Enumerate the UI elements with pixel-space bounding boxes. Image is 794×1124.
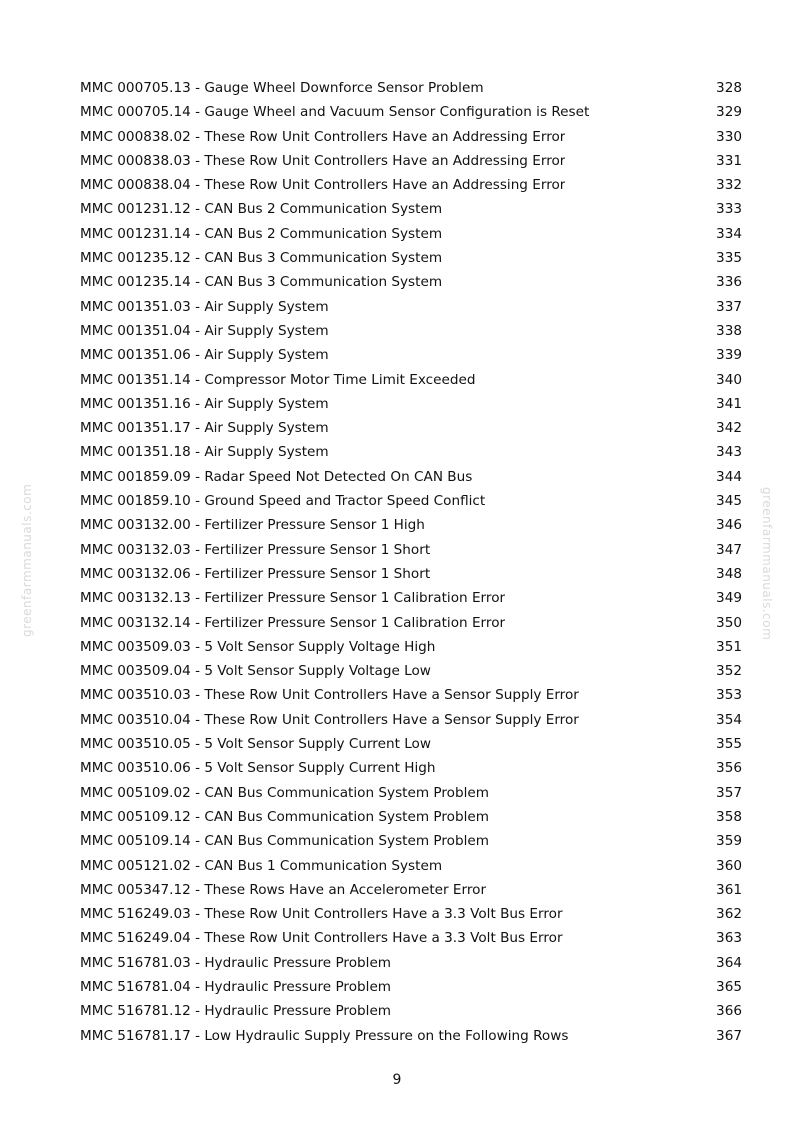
toc-entry[interactable] (80, 295, 742, 319)
toc-entry-title[interactable]: MMC 001235.12 - CAN Bus 3 Communication System (80, 250, 443, 267)
toc-entry-title[interactable]: MMC 001231.14 - CAN Bus 2 Communication System (80, 225, 443, 242)
toc-entry[interactable] (80, 76, 742, 100)
toc-entry-title[interactable]: MMC 003510.06 - 5 Volt Sensor Supply Current High (80, 760, 436, 777)
toc-entry[interactable] (80, 659, 742, 683)
toc-entry-title[interactable]: MMC 001351.14 - Compressor Motor Time Limit Exceeded (80, 371, 476, 388)
toc-entry-page[interactable]: 345 (716, 493, 742, 510)
toc-entry-page[interactable]: 344 (716, 468, 742, 485)
toc-entry[interactable] (80, 854, 742, 878)
toc-entry-page[interactable]: 338 (716, 322, 742, 339)
toc-entry[interactable] (80, 173, 742, 197)
toc-entry[interactable] (80, 343, 742, 367)
toc-entry-page[interactable]: 330 (716, 128, 742, 145)
toc-entry-page[interactable]: 351 (716, 638, 742, 655)
toc-entry-page[interactable]: 334 (716, 225, 742, 242)
toc-entry-title[interactable]: MMC 000838.02 - These Row Unit Controllers Have an Addressing Error (80, 128, 566, 145)
toc-entry-title[interactable]: MMC 003510.03 - These Row Unit Controllers Have a Sensor Supply Error (80, 687, 579, 704)
toc-entry-title[interactable]: MMC 003510.04 - These Row Unit Controllers Have a Sensor Supply Error (80, 711, 579, 728)
toc-entry[interactable] (80, 100, 742, 124)
toc-entry-page[interactable]: 336 (716, 274, 742, 291)
toc-entry[interactable] (80, 805, 742, 829)
toc-entry[interactable] (80, 635, 742, 659)
toc-entry[interactable] (80, 902, 742, 926)
toc-entry-title[interactable]: MMC 001235.14 - CAN Bus 3 Communication System (80, 274, 443, 291)
toc-entry-title[interactable]: MMC 516781.12 - Hydraulic Pressure Problem (80, 1003, 392, 1020)
toc-entry-page[interactable]: 339 (716, 347, 742, 364)
toc-entry-page[interactable]: 349 (716, 590, 742, 607)
toc-entry[interactable] (80, 781, 742, 805)
toc-entry-page[interactable]: 331 (716, 152, 742, 169)
toc-entry-title[interactable]: MMC 001351.06 - Air Supply System (80, 347, 329, 364)
toc-entry-page[interactable]: 347 (716, 541, 742, 558)
toc-entry-page[interactable]: 364 (716, 954, 742, 971)
toc-entry-page[interactable]: 354 (716, 711, 742, 728)
toc-entry[interactable] (80, 999, 742, 1023)
toc-entry-title[interactable]: MMC 001351.04 - Air Supply System (80, 322, 329, 339)
toc-entry[interactable] (80, 392, 742, 416)
toc-entry[interactable] (80, 222, 742, 246)
toc-entry-title[interactable]: MMC 005109.14 - CAN Bus Communication System Problem (80, 833, 490, 850)
toc-entry-title[interactable]: MMC 005347.12 - These Rows Have an Accelerometer Error (80, 881, 487, 898)
toc-entry[interactable] (80, 562, 742, 586)
toc-entry-page[interactable]: 359 (716, 833, 742, 850)
toc-entry-page[interactable]: 343 (716, 444, 742, 461)
toc-entry-page[interactable]: 367 (716, 1027, 742, 1044)
toc-entry[interactable] (80, 246, 742, 270)
toc-entry-title[interactable]: MMC 000705.13 - Gauge Wheel Downforce Sensor Problem (80, 80, 484, 96)
toc-entry-title[interactable]: MMC 003132.00 - Fertilizer Pressure Sensor 1 High (80, 517, 425, 534)
toc-entry-page[interactable]: 366 (716, 1003, 742, 1020)
toc-entry-title[interactable]: MMC 001231.12 - CAN Bus 2 Communication System (80, 201, 443, 218)
toc-entry-title[interactable]: MMC 003132.14 - Fertilizer Pressure Sensor 1 Calibration Error (80, 614, 506, 631)
watermark-left: greenfarmmanuals.com (20, 483, 34, 637)
toc-entry-title[interactable]: MMC 003509.04 - 5 Volt Sensor Supply Voltage Low (80, 663, 431, 680)
toc-entry-title[interactable]: MMC 001351.17 - Air Supply System (80, 420, 329, 437)
toc-entry-title[interactable]: MMC 516249.03 - These Row Unit Controllers Have a 3.3 Volt Bus Error (80, 906, 563, 923)
toc-entry-page[interactable]: 337 (716, 298, 742, 315)
toc-entry-page[interactable]: 329 (716, 104, 742, 121)
toc-entry-title[interactable]: MMC 516781.03 - Hydraulic Pressure Problem (80, 954, 392, 971)
toc-entry-title[interactable]: MMC 001859.09 - Radar Speed Not Detected On CAN Bus (80, 468, 473, 485)
toc-entry-page[interactable]: 353 (716, 687, 742, 704)
toc-entry-title[interactable]: MMC 003132.06 - Fertilizer Pressure Sensor 1 Short (80, 565, 431, 582)
toc-entry-title[interactable]: MMC 000838.04 - These Row Unit Controllers Have an Addressing Error (80, 177, 566, 194)
toc-entry-page[interactable]: 363 (716, 930, 742, 947)
toc-entry-page[interactable]: 355 (716, 736, 742, 753)
toc-entry[interactable] (80, 197, 742, 221)
toc-entry-page[interactable]: 365 (716, 978, 742, 995)
toc-entry-page[interactable]: 352 (716, 663, 742, 680)
toc-entry[interactable] (80, 149, 742, 173)
toc-entry-page[interactable]: 342 (716, 420, 742, 437)
toc-entry-page[interactable]: 356 (716, 760, 742, 777)
toc-entry[interactable] (80, 586, 742, 610)
toc-entry-title[interactable]: MMC 516249.04 - These Row Unit Controllers Have a 3.3 Volt Bus Error (80, 930, 563, 947)
toc-entry[interactable] (80, 270, 742, 294)
toc-entry-page[interactable]: 335 (716, 250, 742, 267)
page-number: 9 (392, 1072, 402, 1088)
toc-entry-page[interactable]: 358 (716, 808, 742, 825)
toc-entry[interactable] (80, 416, 742, 440)
toc-entry-title[interactable]: MMC 001859.10 - Ground Speed and Tractor Speed Conflict (80, 493, 486, 510)
toc-entry-title[interactable]: MMC 000705.14 - Gauge Wheel and Vacuum Sensor Configuration is Reset (80, 104, 590, 121)
toc-entry-page[interactable]: 341 (716, 395, 742, 412)
toc-entry-title[interactable]: MMC 000838.03 - These Row Unit Controllers Have an Addressing Error (80, 152, 566, 169)
toc-entry-page[interactable]: 360 (716, 857, 742, 874)
toc-entry[interactable] (80, 708, 742, 732)
toc-entry[interactable] (80, 926, 742, 950)
watermark-right: greenfarmmanuals.com (760, 487, 774, 641)
toc-entry-page[interactable]: 332 (716, 177, 742, 194)
toc-entry-title[interactable]: MMC 003509.03 - 5 Volt Sensor Supply Voltage High (80, 638, 436, 655)
toc-entry[interactable] (80, 319, 742, 343)
toc-entry[interactable] (80, 489, 742, 513)
toc-entry-page[interactable]: 340 (716, 371, 742, 388)
toc-entry-title[interactable]: MMC 003132.03 - Fertilizer Pressure Sensor 1 Short (80, 541, 431, 558)
toc-entry[interactable] (80, 683, 742, 707)
toc-entry[interactable] (80, 878, 742, 902)
toc-entry-page[interactable]: 328 (716, 80, 742, 96)
toc-entry-title[interactable]: MMC 001351.16 - Air Supply System (80, 395, 329, 412)
toc-entry-title[interactable]: MMC 005109.12 - CAN Bus Communication System Problem (80, 808, 490, 825)
toc-entry[interactable] (80, 975, 742, 999)
toc-entry-page[interactable]: 348 (716, 565, 742, 582)
toc-entry-page[interactable]: 350 (716, 614, 742, 631)
table-of-contents (80, 76, 742, 1048)
toc-entry[interactable] (80, 756, 742, 780)
toc-entry-title[interactable]: MMC 005109.02 - CAN Bus Communication System Problem (80, 784, 490, 801)
toc-entry[interactable] (80, 1024, 742, 1048)
toc-entry[interactable] (80, 951, 742, 975)
toc-entry-title[interactable]: MMC 516781.17 - Low Hydraulic Supply Pressure on the Following Rows (80, 1027, 569, 1044)
toc-entry[interactable] (80, 513, 742, 537)
toc-entry-page[interactable]: 357 (716, 784, 742, 801)
toc-entry[interactable] (80, 440, 742, 464)
toc-entry-title[interactable]: MMC 001351.18 - Air Supply System (80, 444, 329, 461)
toc-entry[interactable] (80, 611, 742, 635)
toc-entry[interactable] (80, 538, 742, 562)
toc-entry-page[interactable]: 362 (716, 906, 742, 923)
toc-entry[interactable] (80, 732, 742, 756)
toc-entry[interactable] (80, 829, 742, 853)
toc-entry-title[interactable]: MMC 005121.02 - CAN Bus 1 Communication System (80, 857, 443, 874)
toc-entry-title[interactable]: MMC 001351.03 - Air Supply System (80, 298, 329, 315)
toc-entry-title[interactable]: MMC 516781.04 - Hydraulic Pressure Problem (80, 978, 392, 995)
toc-entry-page[interactable]: 346 (716, 517, 742, 534)
toc-entry[interactable] (80, 368, 742, 392)
toc-entry-page[interactable]: 333 (716, 201, 742, 218)
toc-entry[interactable] (80, 125, 742, 149)
toc-entry-title[interactable]: MMC 003132.13 - Fertilizer Pressure Sensor 1 Calibration Error (80, 590, 506, 607)
toc-entry[interactable] (80, 465, 742, 489)
toc-entry-page[interactable]: 361 (716, 881, 742, 898)
toc-entry-title[interactable]: MMC 003510.05 - 5 Volt Sensor Supply Current Low (80, 736, 431, 753)
